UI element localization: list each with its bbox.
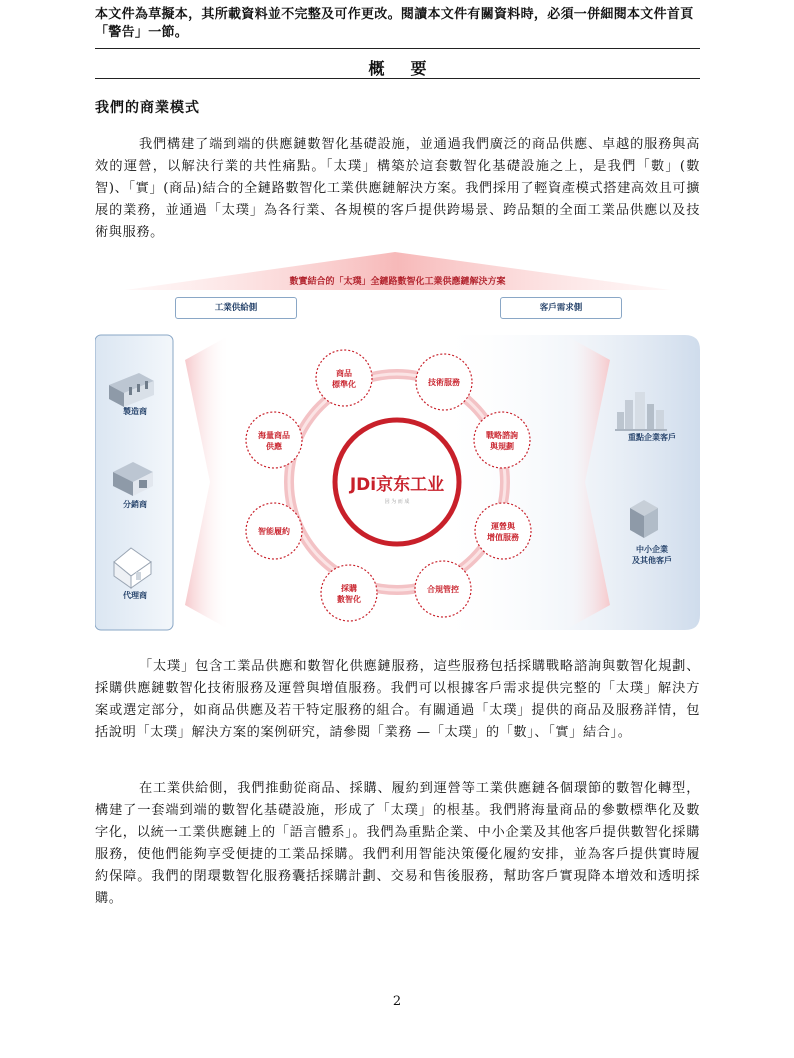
jd-logo-tagline: 因 为 而 成 xyxy=(384,499,410,505)
node-label-4-0: 合規管控 xyxy=(427,585,459,594)
paragraph-1: 我們構建了端到端的供應鏈數智化基礎設施，並通過我們廣泛的商品供應、卓越的服務與高效的運營，以解決行業的共性痛點。「太璞」構築於這套數智化基礎設施之上，是我們「數」(數智)、「實」(商品)結合的全鏈路數智化工業供應鏈解決方案。我們採用了輕資產模式搭建高效且可擴展的業務，並通過「太璞」為各行業、各規模的客戶提供跨場景、跨品類的全面工業品供應以及技術與服務。 xyxy=(95,137,700,240)
solution-diagram xyxy=(95,250,700,635)
jd-logo: JDi京东工业 xyxy=(349,475,445,495)
diagram-banner: 數實結合的「太璞」全鏈路數智化工業供應鏈解決方案 xyxy=(289,277,506,287)
header-rule-top xyxy=(95,48,700,49)
office-building-icon xyxy=(630,500,658,538)
supply-side-label: 工業供給側 xyxy=(175,297,297,319)
paragraph-3: 在工業供給側，我們推動從商品、採購、履約到運營等工業供應鏈各個環節的數智化轉型，構建了一套端到端的數智化基礎設施，形成了「太璞」的根基。我們將海量商品的參數標準化及數字化，以統一工業供應鏈上的「語言體系」。我們為重點企業、中小企業及其他客戶提供數智化採購服務，使他們能夠享受便捷的工業品採購。我們利用智能決策優化履約安排，並為客戶提供實時履約保障。我們的閉環數智化服務囊括採購計劃、交易和售後服務，幫助客戶實現降本增效和透明採購。 xyxy=(95,781,700,906)
node-label-5-0: 採購 xyxy=(341,584,357,593)
draft-warning: 本文件為草擬本，其所載資料並不完整及可作更改。閱讀本文件有關資料時，必須一併細閱本文件首頁「警告」一節。 xyxy=(95,7,694,40)
node-label-3-0: 運營與 xyxy=(491,522,515,531)
supply-item-agent: 代理商 xyxy=(123,591,147,600)
left-arrow-shape xyxy=(185,335,230,630)
paragraph-2: 「太璞」包含工業品供應和數智化供應鏈服務，這些服務包括採購戰略諮詢與數智化規劃、採購供應鏈數智化技術服務及運營與增值服務。我們可以根據客戶需求提供完整的「太璞」解決方案或選定部分，如商品供應及若干特定服務的組合。有關通過「太璞」提供的商品及服務詳情，包括說明「太璞」解決方案的案例研究，請參閱「業務 —「太璞」的「數」、「實」結合」。 xyxy=(95,659,700,740)
node-label-1-0: 技術服務 xyxy=(428,378,460,387)
node-label-3-1: 增值服務 xyxy=(487,533,519,542)
demand-side-label: 客戶需求側 xyxy=(500,297,622,319)
node-label-6-0: 智能履約 xyxy=(258,527,290,536)
demand-item-key-enterprise: 重點企業客戶 xyxy=(628,433,676,442)
node-label-0-0: 商品 xyxy=(336,369,352,378)
supply-item-distributor: 分銷商 xyxy=(123,500,147,509)
node-label-2-0: 戰略諮詢 xyxy=(486,431,518,440)
demand-item-sme: 中小企業 及其他客戶 xyxy=(632,545,672,565)
node-label-7-1: 供應 xyxy=(266,442,282,451)
node-label-7-0: 海量商品 xyxy=(258,431,290,440)
node-label-5-1: 數智化 xyxy=(337,595,361,604)
node-label-0-1: 標準化 xyxy=(332,380,356,389)
node-label-2-1: 與規劃 xyxy=(490,442,514,451)
section-title: 概要 xyxy=(368,59,453,78)
header-rule-bottom xyxy=(95,78,700,79)
page-number: 2 xyxy=(392,994,402,1009)
supply-item-manufacturer: 製造商 xyxy=(123,407,147,416)
subheading: 我們的商業模式 xyxy=(95,100,200,116)
